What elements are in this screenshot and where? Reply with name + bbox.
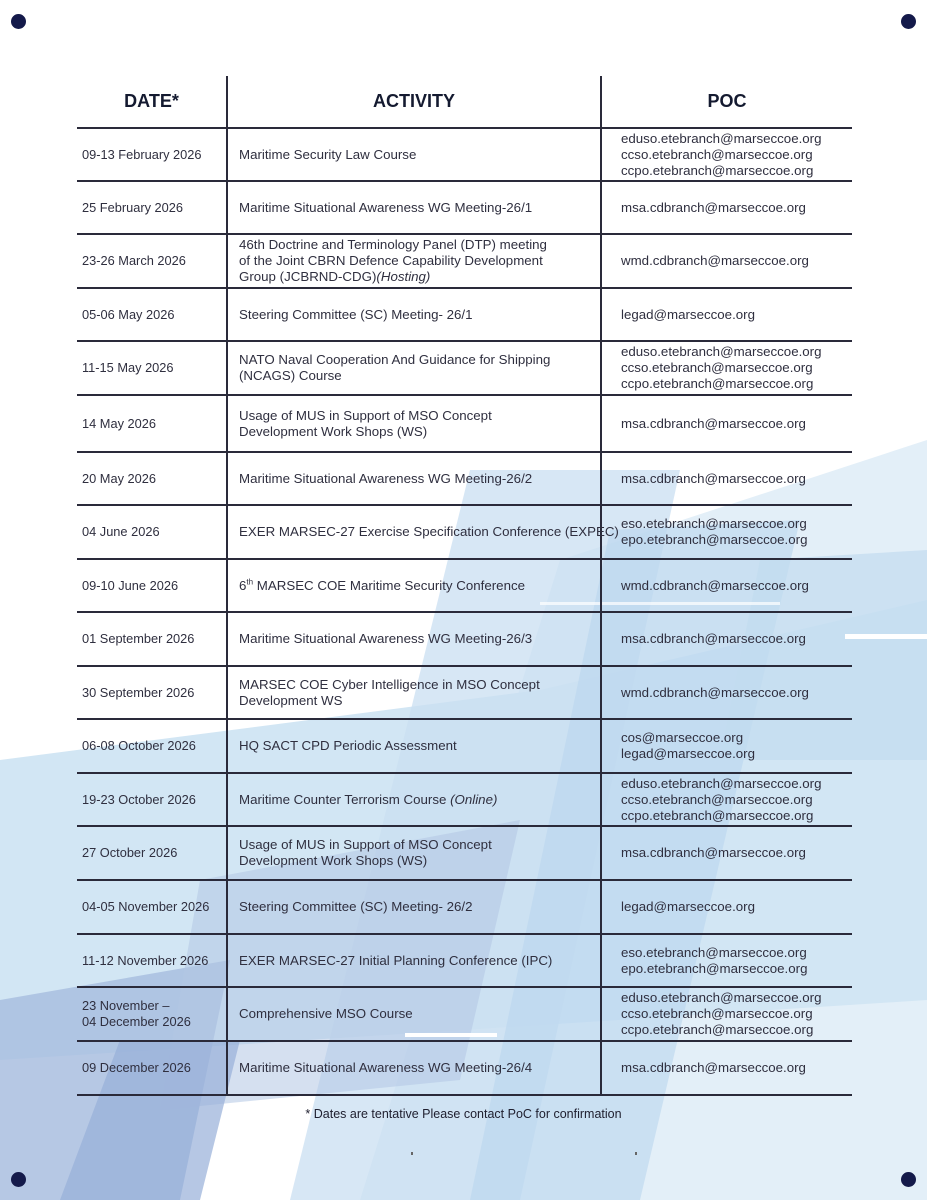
cell-activity (227, 452, 601, 505)
activity-text: Steering Committee (SC) Meeting- 26/1 (239, 306, 473, 322)
date-line: 23 November – (82, 998, 170, 1013)
cell-date (77, 719, 227, 773)
cell-poc (601, 341, 852, 395)
activity-line (239, 693, 594, 709)
table-row (77, 1041, 852, 1095)
cell-poc (601, 826, 852, 880)
activity-line (239, 578, 594, 594)
activity-text: 46th Doctrine and Terminology Panel (DTP) meeting (239, 237, 547, 252)
cell-activity (227, 395, 601, 452)
poc-email: legad@marseccoe.org (621, 899, 755, 914)
activity-text: NATO Naval Cooperation And Guidance for Shipping (239, 352, 551, 367)
date-line: 06-08 October 2026 (82, 738, 196, 753)
cell-activity (227, 773, 601, 826)
cell-activity (227, 128, 601, 181)
activity-line (239, 1060, 594, 1076)
table-row (77, 341, 852, 395)
footer-tick-left (411, 1152, 413, 1155)
cell-date (77, 395, 227, 452)
poc-email: eduso.etebranch@marseccoe.org (621, 775, 822, 791)
activity-text: Maritime Situational Awareness WG Meeting-26/4 (239, 1060, 533, 1075)
cell-activity (227, 987, 601, 1041)
poc-email: epo.etebranch@marseccoe.org (621, 532, 808, 547)
poc-email: wmd.cdbranch@marseccoe.org (621, 684, 809, 700)
poc-email: ccpo.etebranch@marseccoe.org (621, 1022, 814, 1037)
table-row (77, 934, 852, 987)
activity-text: Usage of MUS in Support of MSO Concept (239, 837, 492, 852)
activity-text: HQ SACT CPD Periodic Assessment (239, 738, 457, 753)
cell-date (77, 341, 227, 395)
cell-date (77, 559, 227, 612)
cell-date (77, 826, 227, 880)
cell-poc (601, 395, 852, 452)
cell-activity (227, 719, 601, 773)
corner-dot-top-left (11, 14, 26, 29)
cell-date (77, 773, 227, 826)
activity-line (239, 200, 594, 216)
schedule-table (77, 76, 852, 1096)
activity-line (239, 837, 594, 853)
cell-poc (601, 987, 852, 1041)
activity-text: 6 (239, 577, 247, 593)
poc-email: ccso.etebranch@marseccoe.org (621, 1006, 813, 1021)
cell-poc (601, 288, 852, 341)
activity-text: Steering Committee (SC) Meeting- 26/2 (239, 899, 473, 914)
poc-email: msa.cdbranch@marseccoe.org (621, 631, 806, 646)
cell-date (77, 452, 227, 505)
date-line: 01 September 2026 (82, 631, 195, 646)
cell-poc (601, 1041, 852, 1095)
table-row (77, 234, 852, 288)
date-line: 30 September 2026 (82, 684, 195, 700)
table-row (77, 880, 852, 934)
cell-activity (227, 559, 601, 612)
table-row (77, 987, 852, 1041)
cell-date (77, 128, 227, 181)
poc-email: ccpo.etebranch@marseccoe.org (621, 376, 814, 391)
activity-line (239, 307, 594, 323)
cell-date (77, 234, 227, 288)
table-row (77, 826, 852, 880)
cell-date (77, 666, 227, 719)
poc-email: eduso.etebranch@marseccoe.org (621, 990, 822, 1005)
cell-poc (601, 505, 852, 559)
cell-poc (601, 773, 852, 826)
cell-activity (227, 934, 601, 987)
cell-date (77, 1041, 227, 1095)
date-line: 11-12 November 2026 (82, 952, 209, 968)
date-line: 27 October 2026 (82, 845, 178, 860)
poc-email: epo.etebranch@marseccoe.org (621, 960, 808, 976)
poc-email: msa.cdbranch@marseccoe.org (621, 1060, 806, 1075)
cell-activity (227, 181, 601, 234)
activity-text: Development Work Shops (WS) (239, 853, 428, 868)
date-line: 04-05 November 2026 (82, 899, 210, 914)
poc-email: msa.cdbranch@marseccoe.org (621, 470, 806, 486)
date-line: 23-26 March 2026 (82, 253, 186, 268)
cell-poc (601, 234, 852, 288)
activity-text: Maritime Counter Terrorism Course (239, 791, 451, 807)
activity-text: Usage of MUS in Support of MSO Concept (239, 407, 492, 423)
activity-italic-note: (Hosting) (376, 269, 431, 284)
table-row (77, 612, 852, 666)
activity-text: Comprehensive MSO Course (239, 1006, 413, 1021)
activity-line (239, 408, 594, 424)
cell-activity (227, 341, 601, 395)
date-line: 14 May 2026 (82, 415, 156, 431)
poc-email: eso.etebranch@marseccoe.org (621, 944, 807, 960)
activity-text: Maritime Security Law Course (239, 146, 417, 162)
footnote: * Dates are tentative Please contact PoC for confirmation (305, 1107, 622, 1121)
activity-line (239, 853, 594, 869)
activity-text: EXER MARSEC-27 Exercise Specification Conference (EXPEC) (239, 524, 619, 539)
cell-date (77, 880, 227, 934)
activity-line (239, 253, 594, 269)
cell-poc (601, 128, 852, 181)
cell-poc (601, 666, 852, 719)
table-row (77, 128, 852, 181)
date-line: 05-06 May 2026 (82, 306, 175, 322)
cell-activity (227, 666, 601, 719)
cell-poc (601, 559, 852, 612)
table-row (77, 505, 852, 559)
corner-dot-top-right (901, 14, 916, 29)
cell-date (77, 288, 227, 341)
table-header-row (77, 76, 852, 128)
poc-email: msa.cdbranch@marseccoe.org (621, 845, 806, 860)
activity-line (239, 738, 594, 754)
cell-activity (227, 826, 601, 880)
activity-line (239, 524, 619, 540)
footer-tick-right (635, 1152, 637, 1155)
table-row (77, 395, 852, 452)
cell-activity (227, 612, 601, 666)
activity-text: Development Work Shops (WS) (239, 423, 428, 439)
activity-text: MARSEC COE Cyber Intelligence in MSO Concept (239, 676, 540, 692)
activity-line (239, 1006, 594, 1022)
date-line: 09-10 June 2026 (82, 577, 179, 593)
activity-text: Maritime Situational Awareness WG Meeting-26/3 (239, 631, 533, 646)
activity-text: Maritime Situational Awareness WG Meeting-26/2 (239, 470, 533, 486)
table-row (77, 719, 852, 773)
cell-date (77, 505, 227, 559)
poc-email: eduso.etebranch@marseccoe.org (621, 130, 822, 146)
poc-email: ccso.etebranch@marseccoe.org (621, 360, 813, 375)
table-row (77, 181, 852, 234)
cell-poc (601, 934, 852, 987)
activity-text: of the Joint CBRN Defence Capability Development (239, 253, 543, 268)
poc-email: ccpo.etebranch@marseccoe.org (621, 807, 814, 823)
cell-activity (227, 1041, 601, 1095)
cell-poc (601, 612, 852, 666)
cell-date (77, 934, 227, 987)
cell-activity (227, 288, 601, 341)
date-line: 04 December 2026 (82, 1014, 191, 1029)
poc-email: cos@marseccoe.org (621, 730, 744, 745)
poc-email: eso.etebranch@marseccoe.org (621, 516, 807, 531)
table-row (77, 452, 852, 505)
activity-line (239, 953, 594, 969)
activity-line (239, 471, 594, 487)
activity-line (239, 352, 594, 368)
table-row (77, 288, 852, 341)
poc-email: ccso.etebranch@marseccoe.org (621, 791, 813, 807)
date-line: 20 May 2026 (82, 470, 156, 486)
activity-italic-note: (Online) (450, 791, 498, 807)
date-line: 09 December 2026 (82, 1060, 191, 1075)
corner-dot-bottom-left (11, 1172, 26, 1187)
activity-line (239, 631, 594, 647)
date-line: 11-15 May 2026 (82, 360, 174, 375)
poc-email: ccpo.etebranch@marseccoe.org (621, 162, 814, 178)
schedule-table-container (77, 76, 852, 1096)
activity-text: Group (JCBRND-CDG) (239, 269, 377, 284)
poc-email: msa.cdbranch@marseccoe.org (621, 415, 806, 431)
activity-text: Maritime Situational Awareness WG Meeting-26/1 (239, 199, 533, 215)
cell-date (77, 181, 227, 234)
cell-activity (227, 880, 601, 934)
activity-superscript: th (246, 577, 254, 587)
activity-line (239, 368, 594, 384)
date-line: 19-23 October 2026 (82, 791, 196, 807)
poc-email: legad@marseccoe.org (621, 306, 755, 322)
poc-email: msa.cdbranch@marseccoe.org (621, 199, 806, 215)
poc-email: wmd.cdbranch@marseccoe.org (621, 577, 809, 593)
activity-text-rest: MARSEC COE Maritime Security Conference (253, 577, 526, 593)
activity-line (239, 147, 594, 163)
cell-poc (601, 719, 852, 773)
activity-text: Development WS (239, 692, 343, 708)
corner-dot-bottom-right (901, 1172, 916, 1187)
cell-poc (601, 880, 852, 934)
activity-line (239, 677, 594, 693)
activity-line (239, 424, 594, 440)
header-activity: ACTIVITY (227, 76, 601, 128)
table-row (77, 666, 852, 719)
table-row (77, 559, 852, 612)
date-line: 09-13 February 2026 (82, 146, 202, 162)
table-row (77, 773, 852, 826)
cell-poc (601, 181, 852, 234)
activity-line (239, 792, 594, 808)
cell-activity (227, 234, 601, 288)
cell-date (77, 987, 227, 1041)
activity-text: (NCAGS) Course (239, 368, 342, 383)
poc-email: wmd.cdbranch@marseccoe.org (621, 253, 809, 268)
date-line: 04 June 2026 (82, 524, 160, 539)
header-poc: POC (601, 76, 852, 128)
activity-text: EXER MARSEC-27 Initial Planning Conference (IPC) (239, 952, 553, 968)
cell-date (77, 612, 227, 666)
activity-line (239, 899, 594, 915)
activity-line (239, 269, 594, 285)
poc-email: eduso.etebranch@marseccoe.org (621, 344, 822, 359)
poc-email: legad@marseccoe.org (621, 746, 755, 761)
cell-poc (601, 452, 852, 505)
header-date: DATE* (77, 76, 227, 128)
poc-email: ccso.etebranch@marseccoe.org (621, 146, 813, 162)
cell-activity (227, 505, 619, 559)
activity-line (239, 237, 594, 253)
date-line: 25 February 2026 (82, 199, 184, 215)
